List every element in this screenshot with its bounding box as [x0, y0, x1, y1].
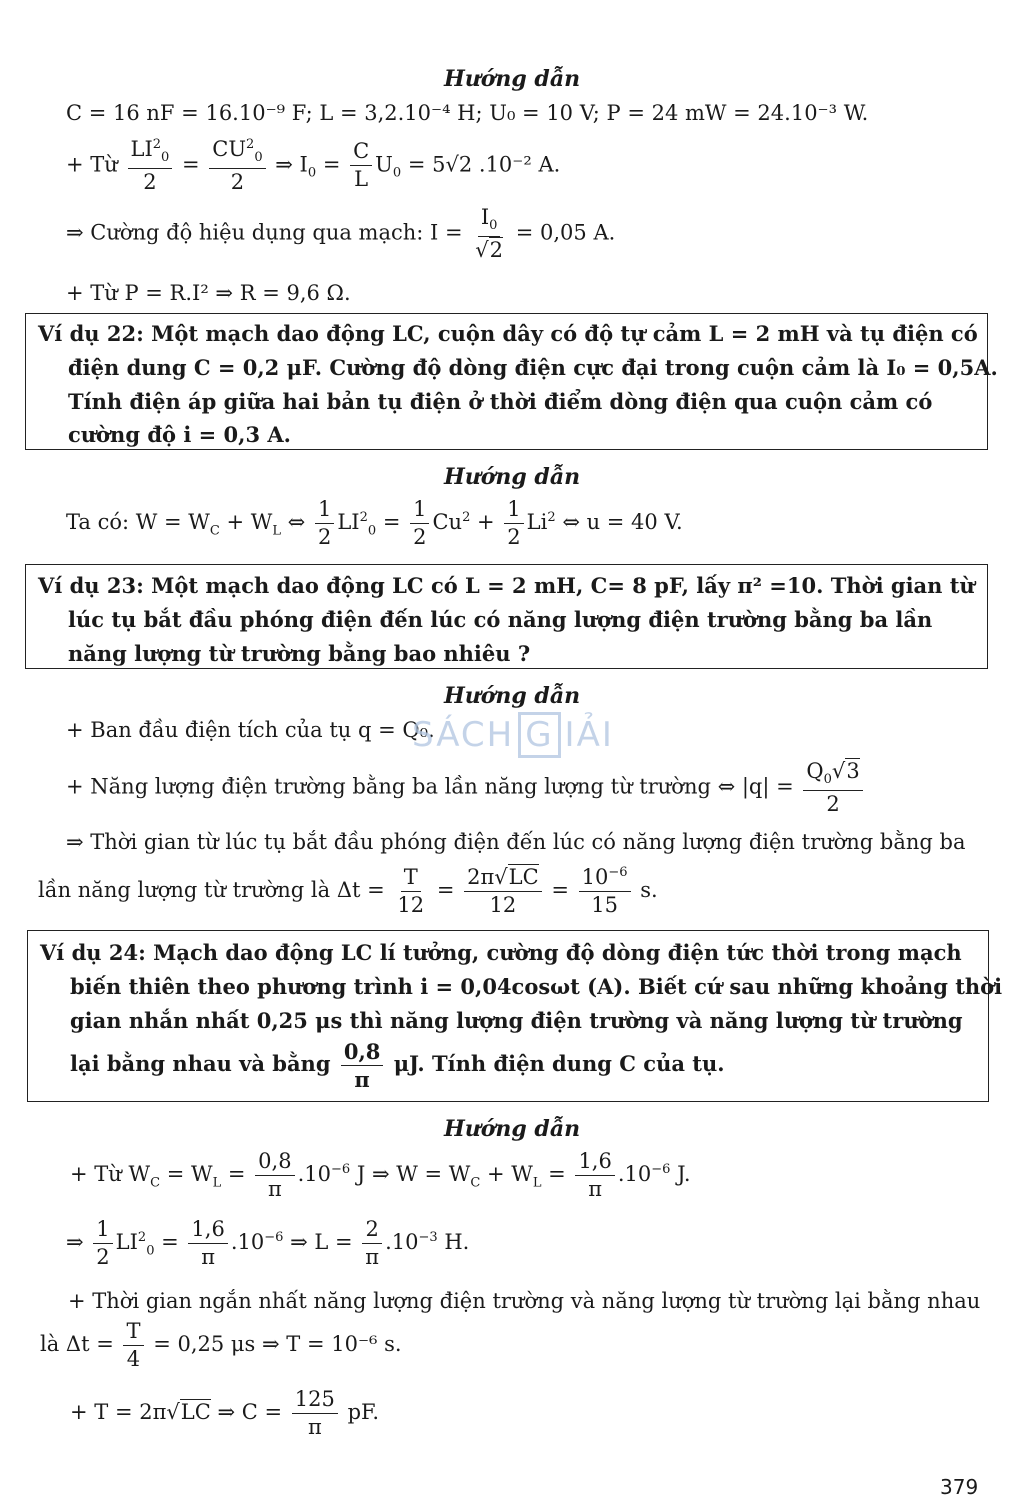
ex24-line1: Ví dụ 24: Mạch dao động LC lí tưởng, cường độ dòng điện tức thời trong mạch	[40, 940, 962, 965]
ex22-line3: Tính điện áp giữa hai bản tụ điện ở thời điểm dòng điện qua cuộn cảm có	[68, 389, 933, 414]
ex24-line3: gian nhắn nhất 0,25 μs thì năng lượng điện trường và năng lượng từ trường	[70, 1008, 963, 1033]
heading-huong-dan-4: Hướng dẫn	[443, 1116, 581, 1142]
ex23-sol1: + Ban đầu điện tích của tụ q = Q₀.	[66, 718, 435, 742]
ex22-solution: Ta có: $W = W_C + W_L$ ⇔ $\frac{1}{2}$ $LI^2_0$ = $\frac{1}{2}$ $Cu^2$ + $\frac{1}{2}$ Li$^2$ ⇔ u = 40 V.	[66, 497, 683, 550]
ex24-sol1: + Từ $W_C = W_L$ = $\frac{0,8}{\pi}$ $.10^{-6}$ J ⇒ $W = W_C + W_L$ = $\frac{1,6}{\pi}$ $.10^{-6}$ J.	[70, 1149, 691, 1202]
ex23-line3: năng lượng từ trường bằng bao nhiêu ?	[68, 641, 531, 666]
ex24-sol3: + Thời gian ngắn nhất năng lượng điện trường và năng lượng từ trường lại bằng nhau	[68, 1289, 981, 1313]
page-number: 379	[940, 1475, 979, 1499]
ex24-line4: lại bằng nhau và bằng $\frac{0,8}{\pi}$ μJ. Tính điện dung C của tụ.	[70, 1039, 725, 1093]
heading-huong-dan-3: Hướng dẫn	[443, 683, 581, 709]
ex24-sol2: ⇒ $\frac{1}{2}$ $LI^2_0$ = $\frac{1,6}{\pi}$ $.10^{-6}$ ⇒ L = $\frac{2}{\pi}$ $.10^{-3}$ H.	[66, 1217, 470, 1270]
step1: + Từ $\frac{LI^2_0}{2}$ = $\frac{CU^2_0}{2}$ ⇒ $I_0$ = $\frac{C}{L}$ $U_0 = 5√2$ .10⁻² A.	[66, 137, 561, 194]
ex23-line2: lúc tụ bắt đầu phóng điện đến lúc có năng lượng điện trường bằng ba lần	[68, 607, 933, 632]
heading-huong-dan-2: Hướng dẫn	[443, 464, 581, 490]
ex24-line2: biến thiên theo phương trình i = 0,04cosωt (A). Biết cứ sau những khoảng thời	[70, 974, 1003, 999]
given-values: C = 16 nF = 16.10⁻⁹ F; L = 3,2.10⁻⁴ H; U₀ = 10 V; P = 24 mW = 24.10⁻³ W.	[66, 101, 869, 125]
ex23-sol3: ⇒ Thời gian từ lúc tụ bắt đầu phóng điện đến lúc có năng lượng điện trường bằng ba	[66, 830, 966, 854]
ex22-line1: Ví dụ 22: Một mạch dao động LC, cuộn dây có độ tự cảm L = 2 mH và tụ điện có	[38, 321, 978, 346]
ex23-line1: Ví dụ 23: Một mạch dao động LC có L = 2 mH, C= 8 pF, lấy π² =10. Thời gian từ	[38, 573, 975, 598]
watermark-logo: SÁCH G IẢI	[412, 712, 614, 758]
step2: ⇒ Cường độ hiệu dụng qua mạch: I = $\frac{I_0}{√2}$ = 0,05 A.	[66, 205, 616, 262]
ex23-sol4: lần năng lượng từ trường là Δt = $\frac{T}{12}$ = $\frac{2\pi√LC}{12}$ = $\frac{10^{-6}}{15}$ s.	[38, 865, 658, 918]
ex24-sol4: là Δt = $\frac{T}{4}$ = 0,25 μs ⇒ T = 10⁻⁶ s.	[40, 1319, 402, 1372]
ex24-sol5: + T = 2π√LC ⇒ C = $\frac{125}{\pi}$ pF.	[70, 1387, 379, 1440]
ex22-line4: cường độ i = 0,3 A.	[68, 422, 291, 447]
ex22-line2: điện dung C = 0,2 μF. Cường độ dòng điện cực đại trong cuộn cảm là I₀ = 0,5A.	[68, 355, 998, 380]
ex23-sol2: + Năng lượng điện trường bằng ba lần năng lượng từ trường ⇔ |q| = $\frac{Q_0√3}{2}$	[66, 760, 866, 816]
heading-huong-dan-1: Hướng dẫn	[443, 66, 581, 92]
step3: + Từ P = R.I² ⇒ R = 9,6 Ω.	[66, 281, 351, 305]
